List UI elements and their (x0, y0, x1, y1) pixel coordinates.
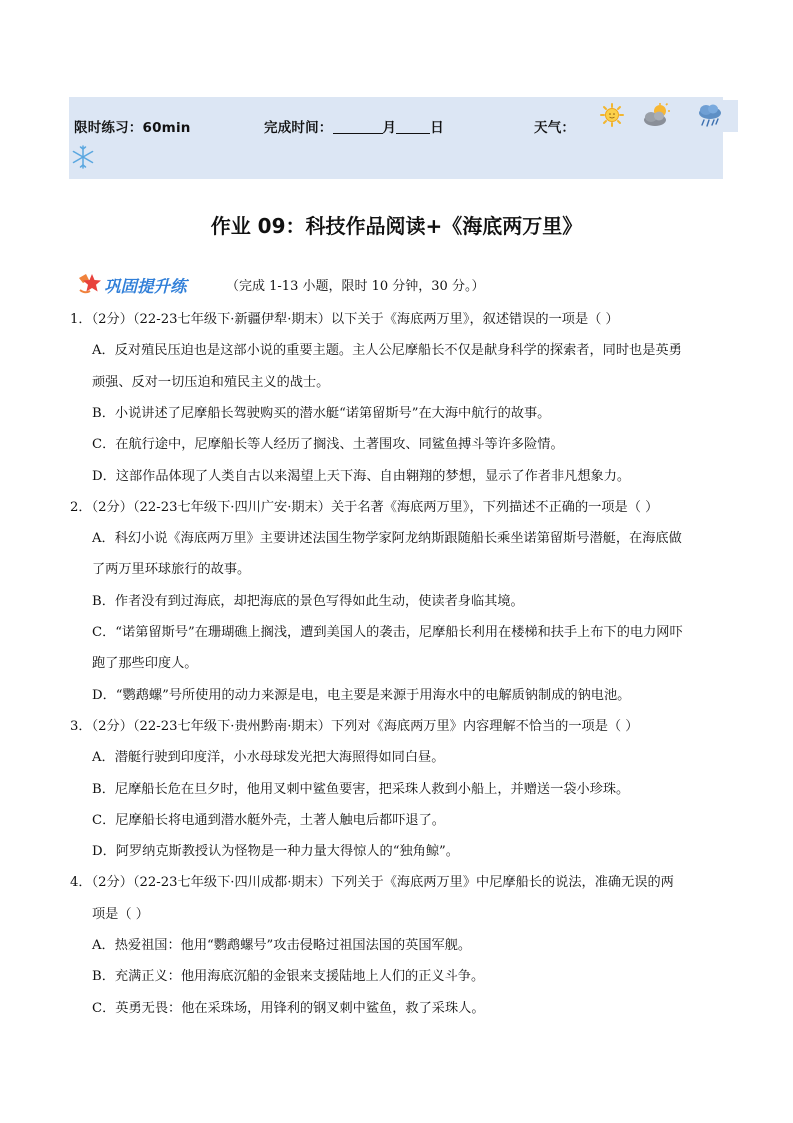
question-option: B．尼摩船长危在旦夕时，他用叉刺中鲨鱼要害，把采珠人救到小船上，并赠送一袋小珍珠。 (92, 782, 630, 797)
finish-time (264, 116, 444, 136)
header-banner-tab (723, 100, 738, 132)
question-option: D．“鹦鹉螺”号所使用的动力来源是电，电主要是来源于用海水中的电解质钠制成的钠电池。 (92, 688, 631, 703)
finish-label: 完成时间： (264, 120, 333, 136)
question-option: C．“诺第留斯号”在珊瑚礁上搁浅，遭到美国人的袭击，尼摩船长利用在楼梯和扶手上布下的电力网吓 (92, 625, 683, 640)
sun-icon[interactable] (600, 103, 624, 127)
question-option: 跑了那些印度人。 (92, 656, 198, 671)
question-option: A．热爱祖国：他用“鹦鹉螺号”攻击侵略过祖国法国的英国军舰。 (92, 938, 472, 953)
question-option: C．尼摩船长将电通到潜水艇外壳，土著人触电后都吓退了。 (92, 813, 445, 828)
question-option: C．在航行途中，尼摩船长等人经历了搁浅、土著围攻、同鲨鱼搏斗等许多险情。 (92, 437, 564, 452)
weather-label: 天气： (534, 120, 576, 136)
question-option: D．这部作品体现了人类自古以来渴望上天下海、自由翱翔的梦想，显示了作者非凡想象力。 (92, 469, 631, 484)
question-stem: 3．（2分）（22-23七年级下·贵州黔南·期末）下列对《海底两万里》内容理解不恰当的一项是（ ） (70, 719, 639, 734)
day-blank[interactable] (396, 120, 430, 134)
question-option: D．阿罗纳克斯教授认为怪物是一种力量大得惊人的“独角鲸”。 (92, 844, 459, 859)
question-option: 了两万里环球旅行的故事。 (92, 562, 251, 577)
snowflake-icon[interactable] (71, 145, 95, 169)
question-stem: 4．（2分）（22-23七年级下·四川成都·期末）下列关于《海底两万里》中尼摩船长的说法，准确无误的两 (70, 875, 674, 890)
section-label: 巩固提升练 (104, 277, 187, 296)
question-stem: 2．（2分）（22-23七年级下·四川广安·期末）关于名著《海底两万里》，下列描述不正确的一项是（ ） (70, 500, 659, 515)
day-label: 日 (430, 120, 444, 136)
month-blank[interactable] (333, 120, 383, 134)
question-option: 顽强、反对一切压迫和殖民主义的战士。 (92, 375, 330, 390)
page-title: 作业 09：科技作品阅读+《海底两万里》 (210, 214, 583, 238)
month-label: 月 (382, 120, 397, 136)
question-option: B．充满正义：他用海底沉船的金银来支援陆地上人们的正义斗争。 (92, 969, 485, 984)
question-option: B．小说讲述了尼摩船长驾驶购买的潜水艇“诺第留斯号”在大海中航行的故事。 (92, 406, 551, 421)
section-note: （完成 1-13 小题，限时 10 分钟，30 分。） (226, 279, 485, 294)
question-option: A．反对殖民压迫也是这部小说的重要主题。主人公尼摩船长不仅是献身科学的探索者，同时也是英勇 (92, 343, 682, 358)
question-option: B．作者没有到过海底，却把海底的景色写得如此生动，使读者身临其境。 (92, 594, 524, 609)
header-banner (69, 97, 723, 179)
question-option: A．潜艇行驶到印度洋，小水母球发光把大海照得如同白昼。 (92, 750, 445, 765)
question-option: C．英勇无畏：他在采珠场，用锋利的钢叉刺中鲨鱼，救了采珠人。 (92, 1001, 485, 1016)
time-limit-text: 限时练习：60min (74, 120, 191, 136)
question-stem: 1．（2分）（22-23七年级下·新疆伊犁·期末）以下关于《海底两万里》，叙述错误的一项是（ ） (70, 312, 619, 327)
star-ribbon-icon (77, 272, 103, 296)
partly-cloudy-icon[interactable] (642, 103, 672, 129)
question-stem: 项是（ ） (92, 907, 149, 922)
rain-icon[interactable] (697, 103, 723, 129)
question-option: A．科幻小说《海底两万里》主要讲述法国生物学家阿龙纳斯跟随船长乘坐诺第留斯号潜艇，在海底做 (92, 531, 682, 546)
